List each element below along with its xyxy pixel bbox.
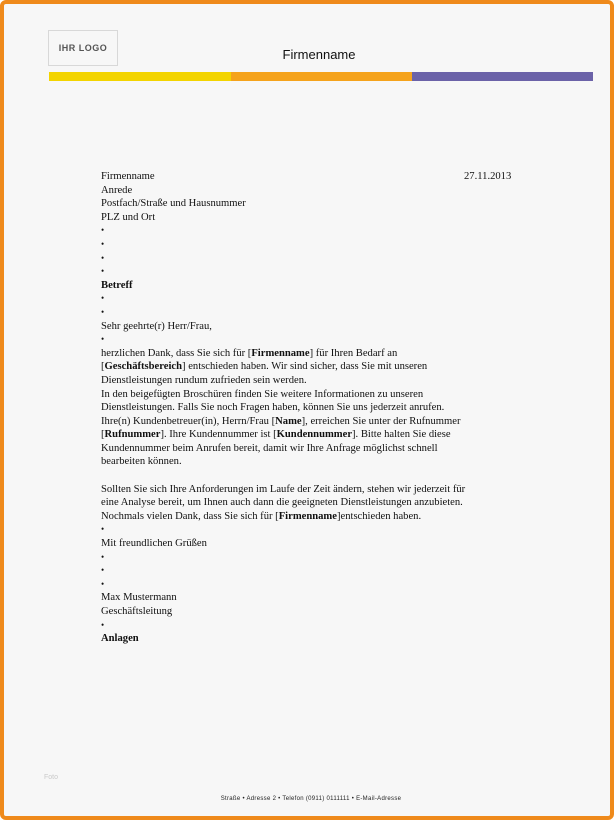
paragraph-line: [101, 428, 525, 442]
paragraph-text: [: [101, 429, 105, 441]
bullet-marker: •: [101, 524, 105, 535]
paragraph-text: eine Analyse bereit, um Ihnen auch dann die geeigneten Dienstleistungen anzubieten.: [101, 497, 463, 509]
page-footer: Straße • Adresse 2 • Telefon (0911) 0111111 • E-Mail-Adresse: [220, 796, 402, 802]
company-name-header: Firmenname: [282, 47, 356, 62]
letter-body: [101, 170, 525, 646]
paragraph-text: Ihre(n) Kundenbetreuer(in), Herrn/Frau [: [101, 415, 276, 427]
bullet-marker: •: [101, 619, 105, 630]
paragraph-text: ]. Bitte halten Sie diese: [352, 429, 451, 441]
bullet-marker: •: [101, 578, 105, 589]
bullet-marker: •: [101, 551, 105, 562]
bullet-marker: •: [101, 334, 105, 345]
company-logo: IHR LOGO: [48, 30, 118, 66]
color-stripe-yellow: [49, 72, 231, 81]
paragraph-line: [101, 360, 525, 374]
bullet-marker: •: [101, 293, 105, 304]
paragraph-line: [101, 374, 525, 388]
paragraph-text: Sollten Sie sich Ihre Anforderungen im Laufe der Zeit ändern, stehen wir jederzeit für: [101, 483, 466, 495]
paragraph-text: Dienstleistungen rundum zufrieden sein werden.: [101, 374, 307, 386]
placeholder-field: Kundennummer: [276, 429, 353, 441]
paragraph-text: ]entschieden haben.: [336, 510, 422, 522]
paragraph-text: Nochmals vielen Dank, dass Sie sich für [: [101, 510, 279, 522]
recipient-line: Anrede: [101, 184, 133, 196]
closing-line: Mit freundlichen Grüßen: [101, 538, 207, 550]
subject-line: Betreff: [101, 279, 133, 291]
bullet-marker: •: [101, 252, 105, 263]
bullet-marker: •: [101, 266, 105, 277]
signer-title: Geschäftsleitung: [101, 606, 173, 617]
letter-date: 27.11.2013: [464, 171, 512, 182]
paragraph-line: [101, 388, 525, 402]
bullet-marker: •: [101, 306, 105, 317]
attachments-label: Anlagen: [101, 633, 139, 645]
paragraph-line: [101, 510, 525, 524]
paragraph-line: [101, 401, 525, 415]
paragraph-line: [101, 442, 525, 456]
paragraph-line: [101, 455, 525, 469]
paragraph-text: ] für Ihren Bedarf an: [309, 347, 398, 359]
body-paragraph-1: [101, 347, 525, 469]
paragraph-text: bearbeiten können.: [101, 456, 182, 468]
paragraph-text: ], erreichen Sie unter der Rufnummer: [301, 415, 461, 427]
recipient-line: PLZ und Ort: [101, 211, 156, 223]
recipient-line: Firmenname: [101, 171, 155, 182]
paragraph-text: ]. Ihre Kundennummer ist [: [160, 429, 277, 441]
paragraph-text: Kundennummer beim Anrufen bereit, damit wir Ihre Anfrage möglichst schnell: [101, 442, 438, 454]
salutation: Sehr geehrte(r) Herr/Frau,: [101, 320, 212, 332]
placeholder-field: Name: [275, 415, 302, 427]
color-stripe-purple: [412, 72, 593, 81]
paragraph-line: [101, 415, 525, 429]
color-stripe-orange: [231, 72, 412, 81]
paragraph-text: ] entschieden haben. Wir sind sicher, dass Sie mit unseren: [182, 361, 428, 373]
paragraph-text: herzlichen Dank, dass Sie sich für [: [101, 347, 252, 359]
recipient-line: Postfach/Straße und Hausnummer: [101, 198, 246, 210]
paragraph-line: [101, 347, 525, 361]
bullet-marker: •: [101, 225, 105, 236]
bullet-marker: •: [101, 238, 105, 249]
paragraph-line: [101, 496, 525, 510]
signer-name: Max Mustermann: [101, 592, 177, 604]
placeholder-field: Rufnummer: [104, 429, 161, 441]
paragraph-text: In den beigefügten Broschüren finden Sie weitere Informationen zu unseren: [101, 388, 424, 400]
photo-watermark: Foto: [44, 774, 59, 781]
placeholder-field: Firmenname: [278, 510, 337, 522]
paragraph-text: [: [101, 361, 105, 373]
paragraph-text: Dienstleistungen. Falls Sie noch Fragen haben, können Sie uns jederzeit anrufen.: [101, 402, 445, 414]
bullet-marker: •: [101, 565, 105, 576]
paragraph-line: [101, 483, 525, 497]
body-paragraph-2: [101, 483, 525, 524]
placeholder-field: Firmenname: [251, 347, 310, 359]
placeholder-field: Geschäftsbereich: [104, 361, 183, 373]
